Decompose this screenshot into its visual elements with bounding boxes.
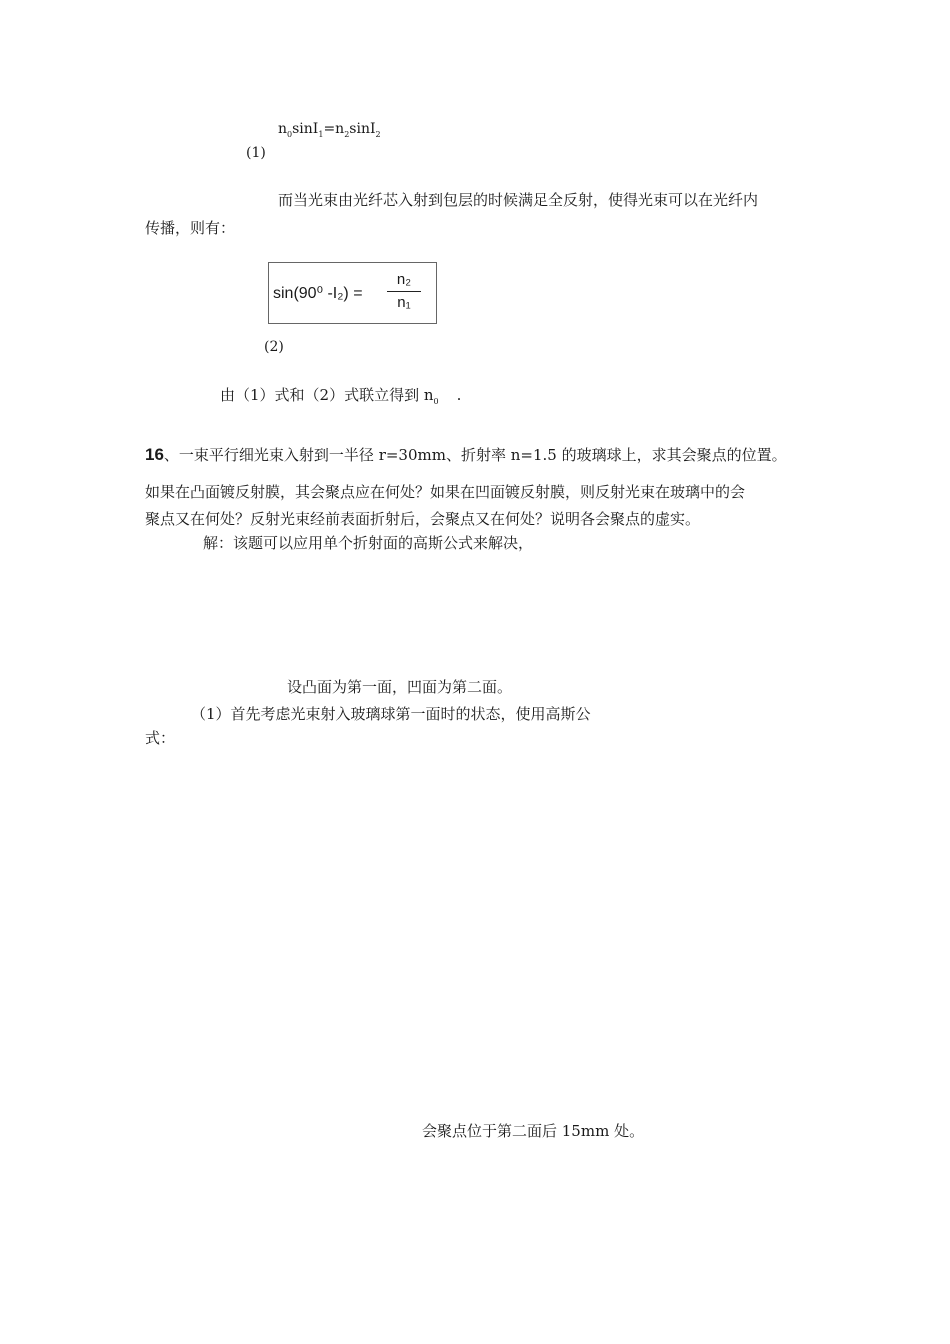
question-16-line-3: 聚点又在何处？反射光束经前表面折射后，会聚点又在何处？说明各会聚点的虚实。 (145, 510, 701, 528)
formula-1-eq: =n (323, 121, 345, 137)
formula-2-fraction (387, 271, 421, 312)
formula-1-sin1: sinI (292, 121, 319, 137)
question-16-text-1: 、一束平行细光束入射到一半径 r=30mm、折射率 n=1.5 的玻璃球上，求其会聚点的位置。 (163, 446, 787, 464)
question-16-line-2: 如果在凸面镀反射膜，其会聚点应在何处？如果在凹面镀反射膜，则反射光束在玻璃中的会 (145, 483, 746, 501)
question-16-line-1 (145, 445, 787, 465)
formula-2-numerator: n₂ (396, 271, 412, 288)
formula-1-n0-sub: 0 (287, 130, 293, 139)
step-1-line-2: 式： (145, 729, 176, 747)
formula-2-left: sin(90⁰ -I₂) = (273, 285, 363, 302)
formula-1-n0: n (278, 121, 288, 137)
formula-2-box (268, 262, 437, 324)
formula-1-sin2: sinI (349, 121, 376, 137)
formula-2-denominator: n₁ (397, 294, 411, 311)
formula-1 (278, 121, 381, 139)
step-1-line-1: （1）首先考虑光束射入玻璃球第一面时的状态，使用高斯公 (191, 705, 591, 723)
setup-line: 设凸面为第一面，凹面为第二面。 (287, 678, 513, 696)
combine-end: . (456, 386, 462, 404)
paragraph-1-line-2: 传播，则有： (145, 219, 236, 237)
question-number: 16 (145, 445, 164, 464)
fraction-bar (387, 291, 421, 292)
formula-1-sin1-sub: 1 (318, 130, 324, 139)
combine-line (220, 385, 461, 412)
combine-text: 由（1）式和（2）式联立得到 n (220, 386, 434, 404)
solution-line: 解：该题可以应用单个折射面的高斯公式来解决， (203, 534, 534, 552)
formula-1-sin2-sub: 2 (375, 130, 381, 139)
equation-2-label: (2) (264, 339, 284, 355)
formula-1-n2-sub: 2 (344, 130, 350, 139)
equation-1-label: (1) (246, 145, 266, 161)
paragraph-1-line-1: 而当光束由光纤芯入射到包层的时候满足全反射，使得光束可以在光纤内 (278, 191, 759, 209)
combine-sub: 0 (433, 397, 439, 406)
result-line: 会聚点位于第二面后 15mm 处。 (422, 1122, 645, 1140)
